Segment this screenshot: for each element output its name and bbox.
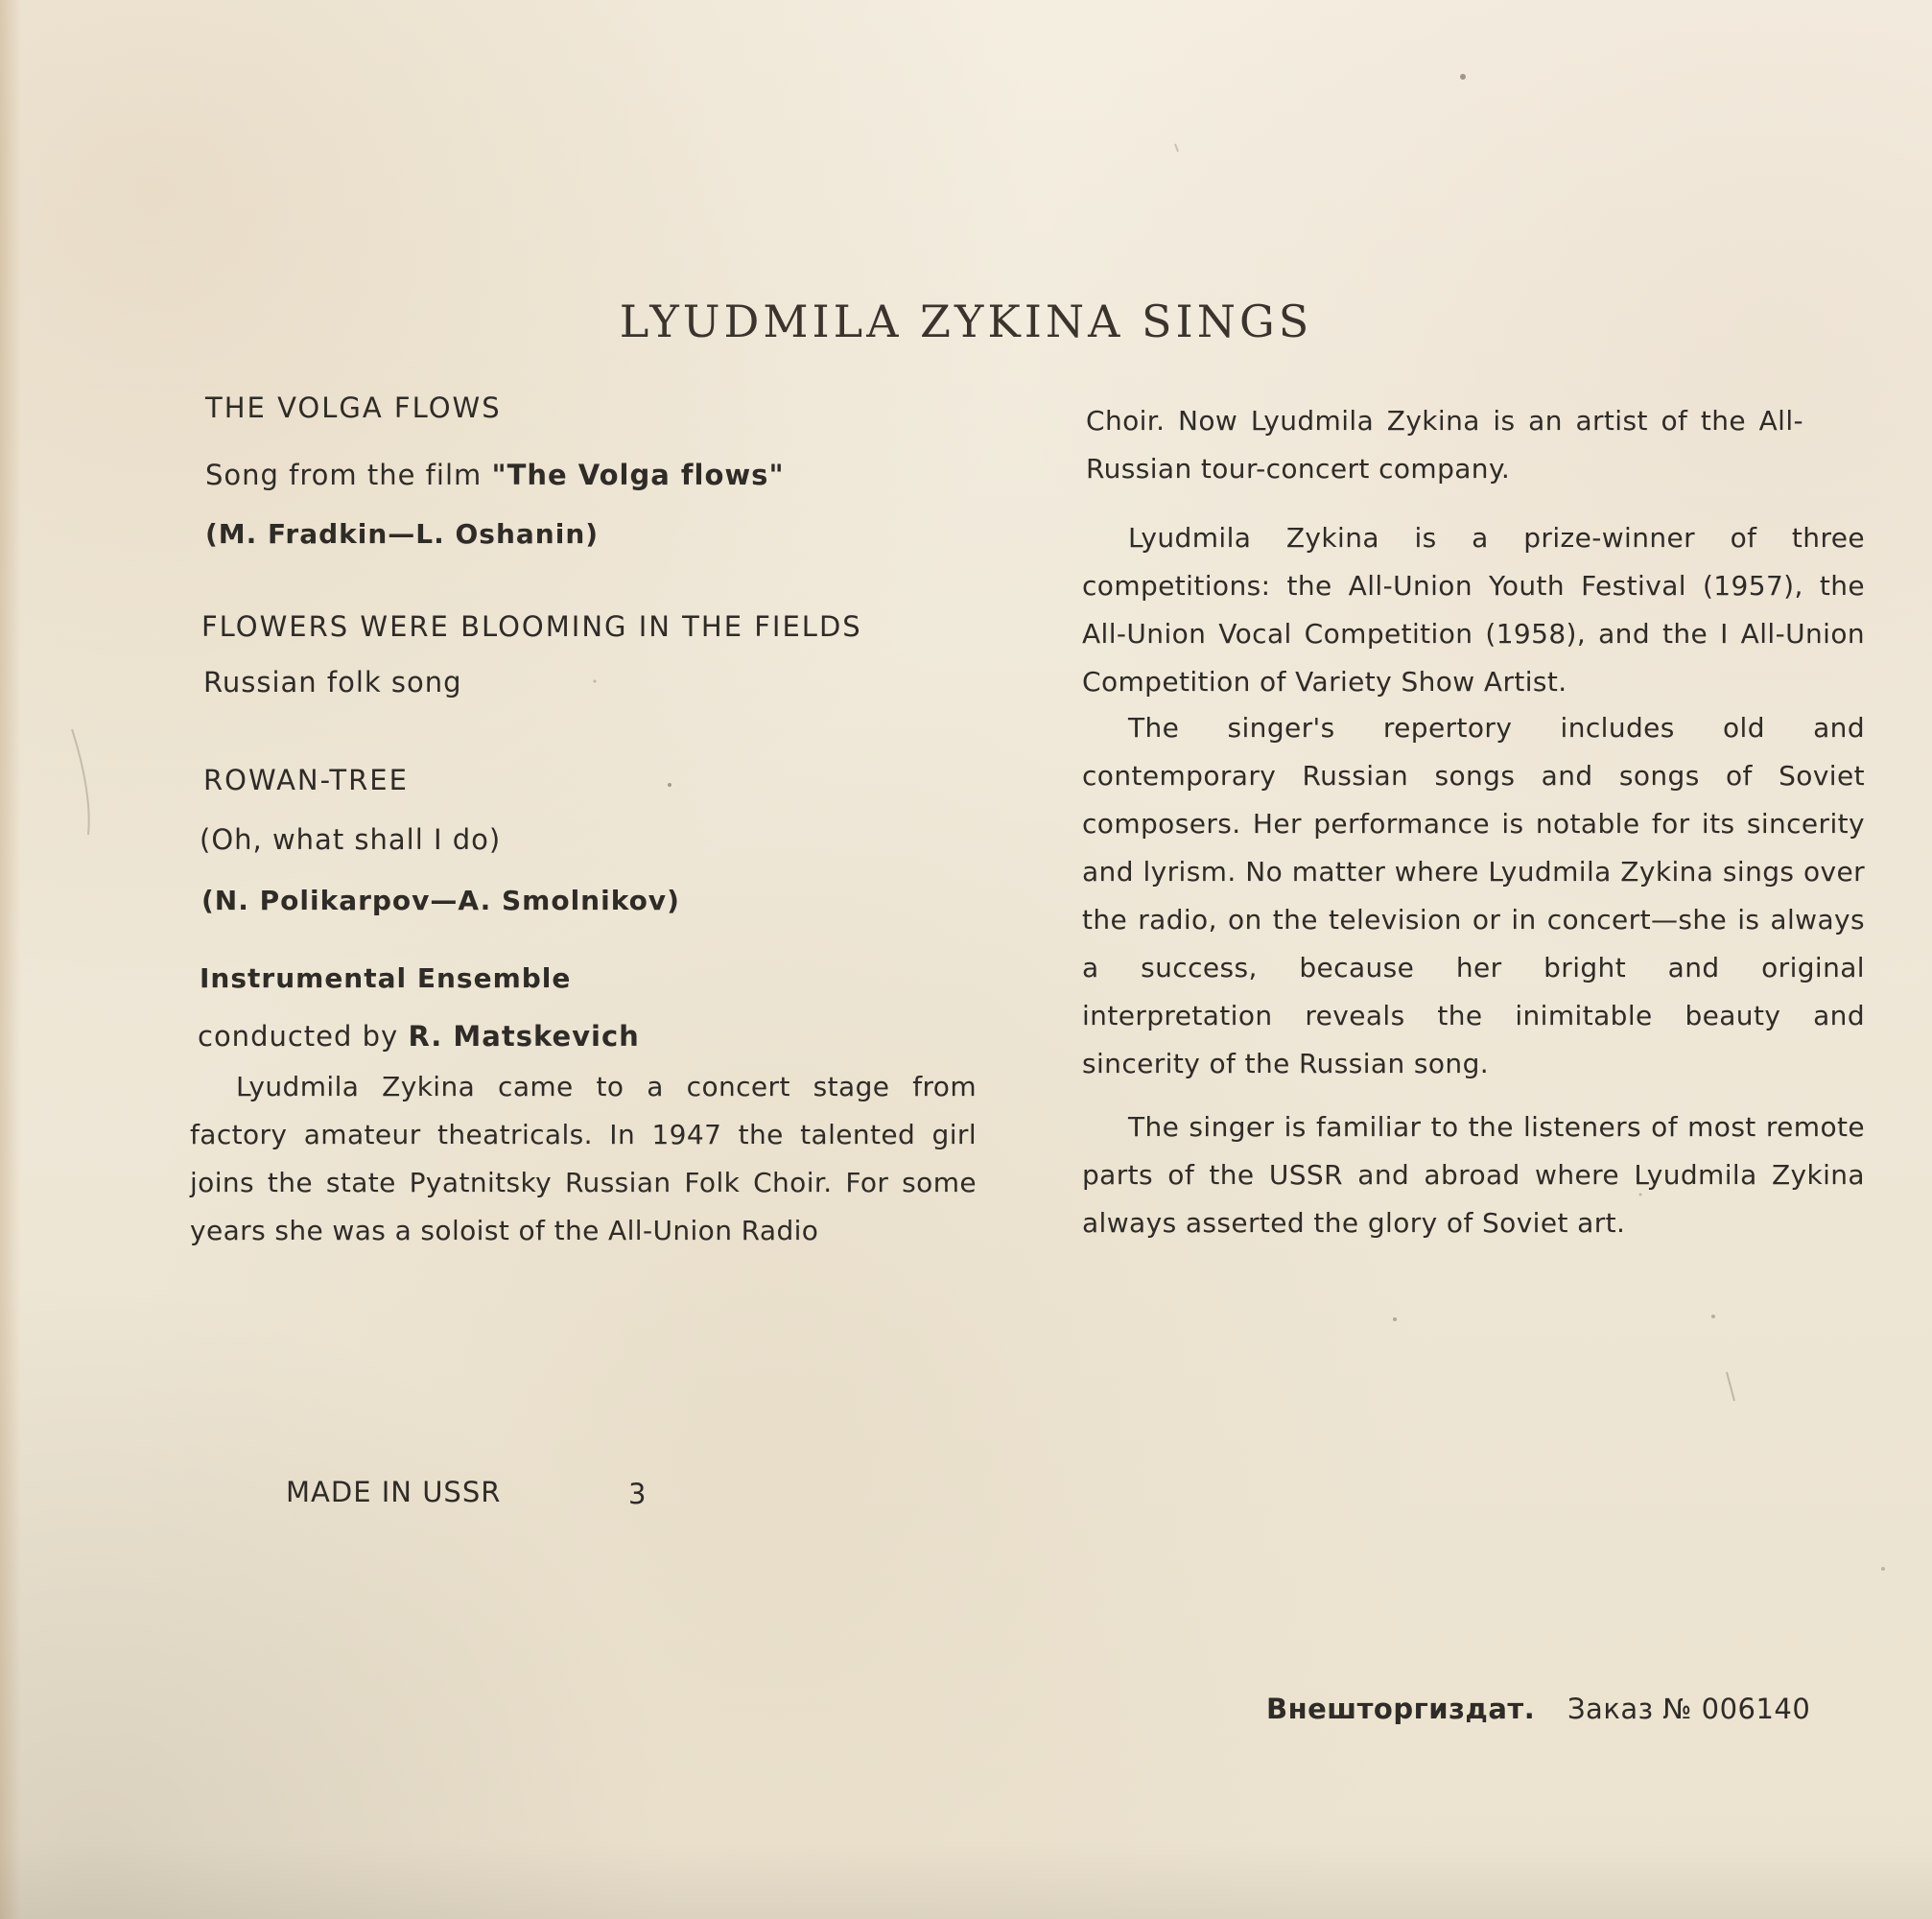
track-description-flowers: Russian folk song <box>203 666 462 699</box>
biography-right-paragraph-1: Choir. Now Lyudmila Zykina is an artist of the All-Russian tour-concert company. <box>1086 405 1803 485</box>
album-title: LYUDMILA ZYKINA SINGS <box>619 296 1313 347</box>
publisher-name: Внешторгиздат. <box>1266 1693 1536 1725</box>
biography-right-paragraph-4: The singer is familiar to the listeners of most remote parts of the USSR and abroad where Lyudmila Zykina always asserted the glory of Soviet art. <box>1082 1111 1865 1239</box>
paper-wear <box>0 1842 1932 1919</box>
conductor-prefix: conducted by <box>198 1020 399 1053</box>
ensemble-name: Instrumental Ensemble <box>200 962 572 994</box>
made-in-label: MADE IN USSR <box>286 1476 502 1508</box>
track-description-volga <box>205 459 785 492</box>
conductor-name: R. Matskevich <box>408 1020 640 1053</box>
page-number: 3 <box>628 1478 648 1510</box>
conductor-line <box>198 1020 640 1054</box>
track-title-flowers: FLOWERS WERE BLOOMING IN THE FIELDS <box>201 610 862 643</box>
track-description-prefix: Song from the film <box>205 459 483 491</box>
printer-order-line <box>1266 1693 1810 1726</box>
track-film-title: "The Volga flows" <box>491 459 785 491</box>
track-title-rowan: ROWAN-TREE <box>203 764 409 796</box>
track-credit-volga: (M. Fradkin—L. Oshanin) <box>205 518 600 550</box>
biography-right-paragraph-2: Lyudmila Zykina is a prize-winner of three competitions: the All-Union Youth Festival (1957), the All-Union Vocal Competition (1958), and the I All-Union Competition of Variety Show Artist. <box>1082 522 1865 698</box>
biography-left-paragraph: Lyudmila Zykina came to a concert stage from factory amateur theatricals. In 1947 the talented girl joins the state Pyatnitsky Russian Folk Choir. For some years she was a soloist of the All-Union Radio <box>190 1071 977 1246</box>
track-title-volga: THE VOLGA FLOWS <box>205 391 502 424</box>
biography-right-paragraph-3: The singer's repertory includes old and contemporary Russian songs and songs of Soviet composers. Her performance is notable for its sincerity and lyrism. No matter where Lyudmila Zykina sings over the radio, on the television or in concert—she is always a success, because her bright and original interpretation reveals the inimitable beauty and sincerity of the Russian song. <box>1082 712 1865 1079</box>
track-credit-rowan: (N. Polikarpov—A. Smolnikov) <box>201 885 680 916</box>
track-description-rowan: (Oh, what shall I do) <box>200 823 502 856</box>
order-number: Заказ № 006140 <box>1567 1693 1811 1725</box>
paper-stain <box>0 0 21 1919</box>
